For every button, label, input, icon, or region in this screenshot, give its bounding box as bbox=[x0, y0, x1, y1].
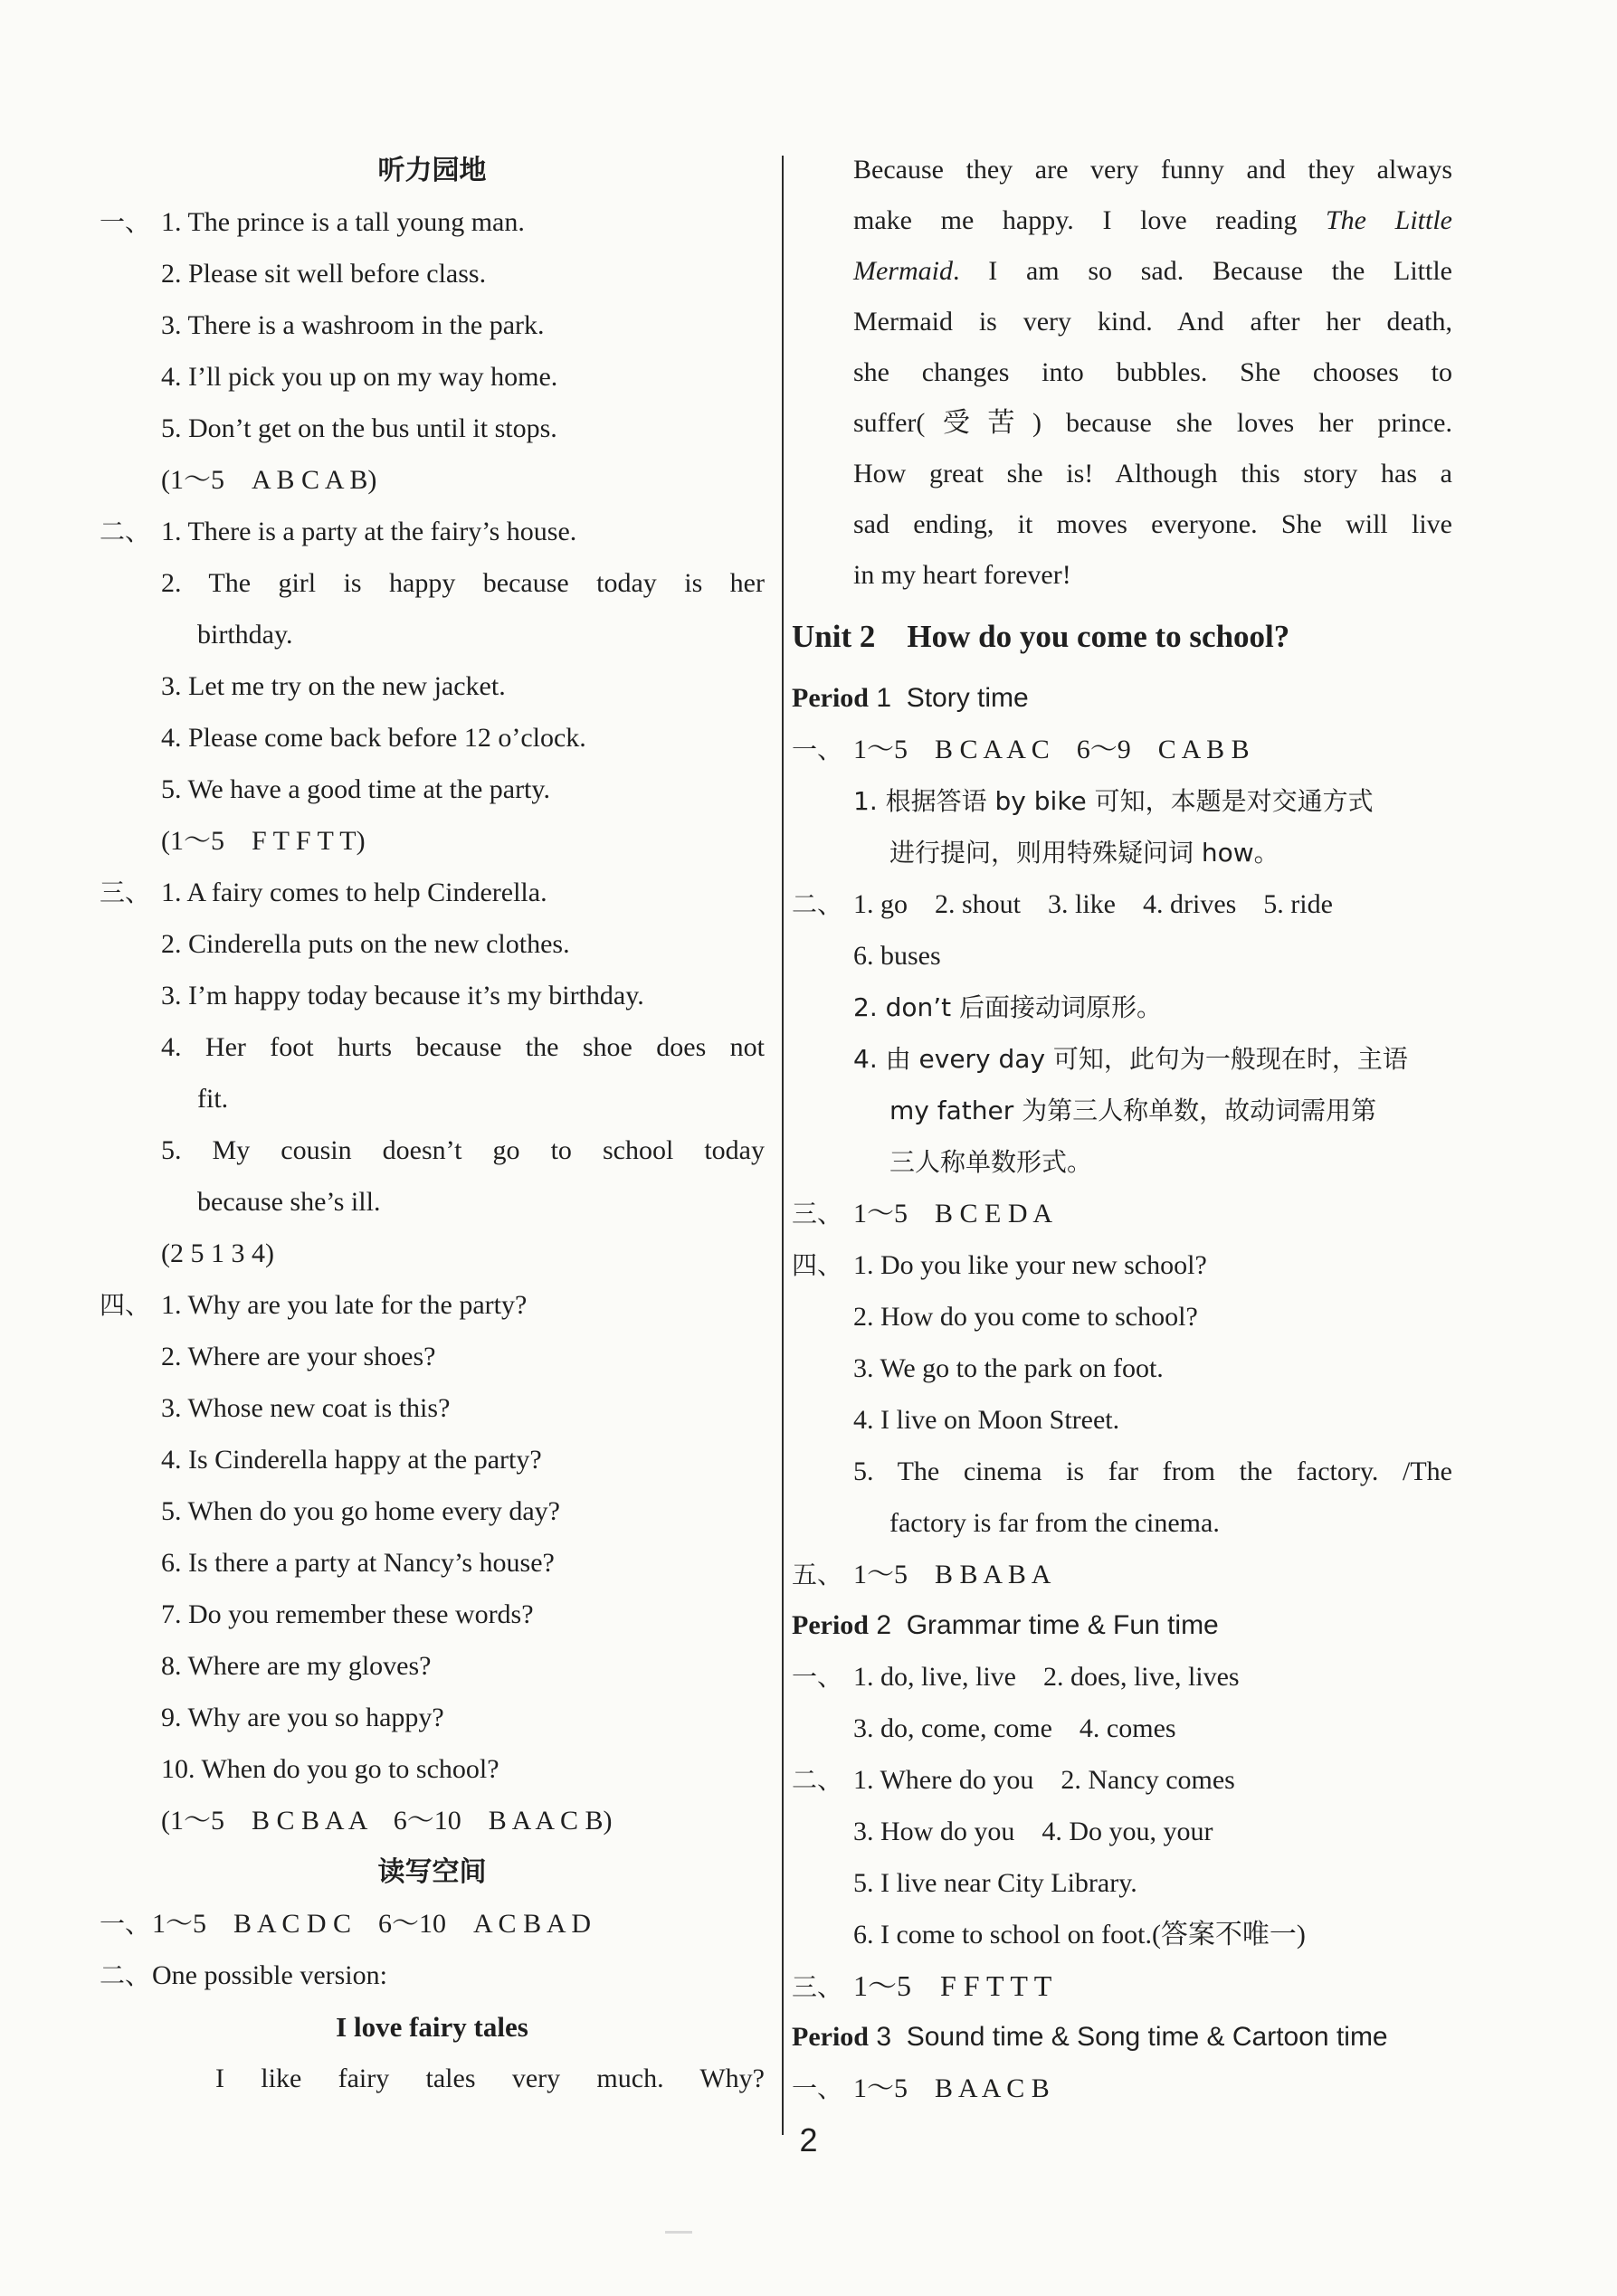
essay-line: make me happy. I love reading The Little bbox=[853, 205, 1452, 235]
list-item: 3. We go to the park on foot. bbox=[853, 1353, 1164, 1383]
list-item: 2. Please sit well before class. bbox=[161, 259, 487, 289]
list-item: 一、 1. The prince is a tall young man. bbox=[100, 207, 525, 237]
unit-title: Unit 2 How do you come to school? bbox=[792, 619, 1290, 654]
list-item: 6. Is there a party at Nancy’s house? bbox=[161, 1548, 555, 1578]
list-item: 4. Is Cinderella happy at the party? bbox=[161, 1445, 542, 1475]
list-item: 2. Where are your shoes? bbox=[161, 1342, 436, 1371]
answer-line: 三、 1～5 B C E D A bbox=[792, 1199, 1053, 1229]
list-item: 4. Her foot hurts because the shoe does not bbox=[161, 1032, 765, 1062]
list-item: because she’s ill. bbox=[197, 1187, 381, 1217]
list-item: 四、 1. Do you like your new school? bbox=[792, 1250, 1207, 1280]
essay-line: Because they are very funny and they always bbox=[853, 155, 1452, 185]
answer-line: 6. I come to school on foot.(答案不唯一) bbox=[853, 1920, 1306, 1950]
answer-line: (1～5 B C B A A 6～10 B A A C B) bbox=[161, 1806, 613, 1836]
list-item: 4. Please come back before 12 o’clock. bbox=[161, 723, 586, 753]
note-line: 进行提问，则用特殊疑问词 how。 bbox=[889, 838, 1279, 868]
note-line: 4. 由 every day 可知，此句为一般现在时，主语 bbox=[853, 1044, 1408, 1074]
answer-line: 一、 1. do, live, live 2. does, live, lives bbox=[792, 1662, 1240, 1692]
list-item: 4. I’ll pick you up on my way home. bbox=[161, 362, 558, 392]
list-item: 三、 1. A fairy comes to help Cinderella. bbox=[100, 878, 547, 907]
list-item: 3. There is a washroom in the park. bbox=[161, 310, 545, 340]
left-column bbox=[100, 145, 765, 2104]
list-item: 2. How do you come to school? bbox=[853, 1302, 1198, 1332]
list-item: 7. Do you remember these words? bbox=[161, 1599, 534, 1629]
column-divider bbox=[782, 156, 784, 2135]
answer-line: 三、 1～5 F F T T T bbox=[792, 1969, 1052, 2002]
list-item: 4. I live on Moon Street. bbox=[853, 1405, 1120, 1435]
essay-line: I like fairy tales very much. Why? bbox=[215, 2064, 765, 2093]
section-title-reading-writing: 读写空间 bbox=[377, 1856, 487, 1888]
list-item: 3. I’m happy today because it’s my birthday. bbox=[161, 981, 644, 1010]
answer-line: (1～5 F T F T T) bbox=[161, 826, 366, 856]
answer-line: 二、 1. Where do you 2. Nancy comes bbox=[792, 1765, 1235, 1795]
list-item: 10. When do you go to school? bbox=[161, 1754, 499, 1784]
essay-line: Mermaid is very kind. And after her death, bbox=[853, 307, 1452, 337]
period-heading-1: Period 1 Story time bbox=[792, 683, 1029, 713]
right-column bbox=[792, 145, 1452, 2114]
list-item: 四、 1. Why are you late for the party? bbox=[100, 1290, 528, 1320]
answer-line: 一、 1～5 B C A A C 6～9 C A B B bbox=[792, 735, 1250, 764]
essay-line: she changes into bubbles. She chooses to bbox=[853, 357, 1452, 387]
list-item: 9. Why are you so happy? bbox=[161, 1703, 444, 1732]
answer-line: 一、 1～5 B A A C B bbox=[792, 2073, 1050, 2103]
page-number: 2 bbox=[799, 2121, 818, 2158]
essay-line: suffer(受苦) because she loves her prince. bbox=[853, 408, 1452, 438]
essay-title: I love fairy tales bbox=[336, 2011, 528, 2043]
list-item: 二、One possible version: bbox=[100, 1960, 387, 1990]
answer-line: 6. buses bbox=[853, 941, 941, 971]
list-item: 5. We have a good time at the party. bbox=[161, 774, 550, 804]
answer-line: 五、 1～5 B B A B A bbox=[792, 1560, 1051, 1589]
list-item: factory is far from the cinema. bbox=[889, 1508, 1220, 1538]
answer-line: 5. I live near City Library. bbox=[853, 1868, 1137, 1898]
period-heading-2: Period 2 Grammar time & Fun time bbox=[792, 1610, 1219, 1640]
scan-mark bbox=[665, 2231, 692, 2234]
list-item: 二、 1. There is a party at the fairy’s house. bbox=[100, 517, 577, 546]
list-item: 3. Let me try on the new jacket. bbox=[161, 671, 506, 701]
answer-line: (1～5 A B C A B) bbox=[161, 465, 377, 495]
list-item: 5. When do you go home every day? bbox=[161, 1496, 560, 1526]
essay-line: Mermaid. I am so sad. Because the Little bbox=[853, 256, 1452, 286]
answer-line: 3. do, come, come 4. comes bbox=[853, 1713, 1176, 1743]
list-item: 5. My cousin doesn’t go to school today bbox=[161, 1135, 765, 1165]
list-item: 5. Don’t get on the bus until it stops. bbox=[161, 413, 557, 443]
list-item: 2. Cinderella puts on the new clothes. bbox=[161, 929, 570, 959]
list-item: birthday. bbox=[197, 620, 293, 650]
note-line: 三人称单数形式。 bbox=[889, 1147, 1093, 1177]
essay-line: How great she is! Although this story has a bbox=[853, 459, 1452, 489]
period-heading-3: Period 3 Sound time & Song time & Cartoon time bbox=[792, 2022, 1388, 2052]
answer-line: 3. How do you 4. Do you, your bbox=[853, 1817, 1213, 1846]
list-item: 3. Whose new coat is this? bbox=[161, 1393, 451, 1423]
answer-line: 二、 1. go 2. shout 3. like 4. drives 5. ride bbox=[792, 889, 1333, 919]
essay-line: in my heart forever! bbox=[853, 560, 1071, 590]
list-item: 5. The cinema is far from the factory. /The bbox=[853, 1456, 1452, 1486]
answer-line: 一、1～5 B A C D C 6～10 A C B A D bbox=[100, 1909, 592, 1939]
essay-line: sad ending, it moves everyone. She will live bbox=[853, 509, 1452, 539]
list-item: 2. The girl is happy because today is her bbox=[161, 568, 765, 598]
note-line: my father 为第三人称单数，故动词需用第 bbox=[889, 1096, 1377, 1125]
note-line: 1. 根据答语 by bike 可知，本题是对交通方式 bbox=[853, 786, 1374, 816]
section-title-listening: 听力园地 bbox=[377, 155, 487, 186]
list-item: 8. Where are my gloves? bbox=[161, 1651, 432, 1681]
note-line: 2. don’t 后面接动词原形。 bbox=[853, 992, 1163, 1022]
answer-line: (2 5 1 3 4) bbox=[161, 1238, 274, 1268]
list-item: fit. bbox=[197, 1084, 229, 1114]
essay-continuation bbox=[792, 145, 1452, 601]
